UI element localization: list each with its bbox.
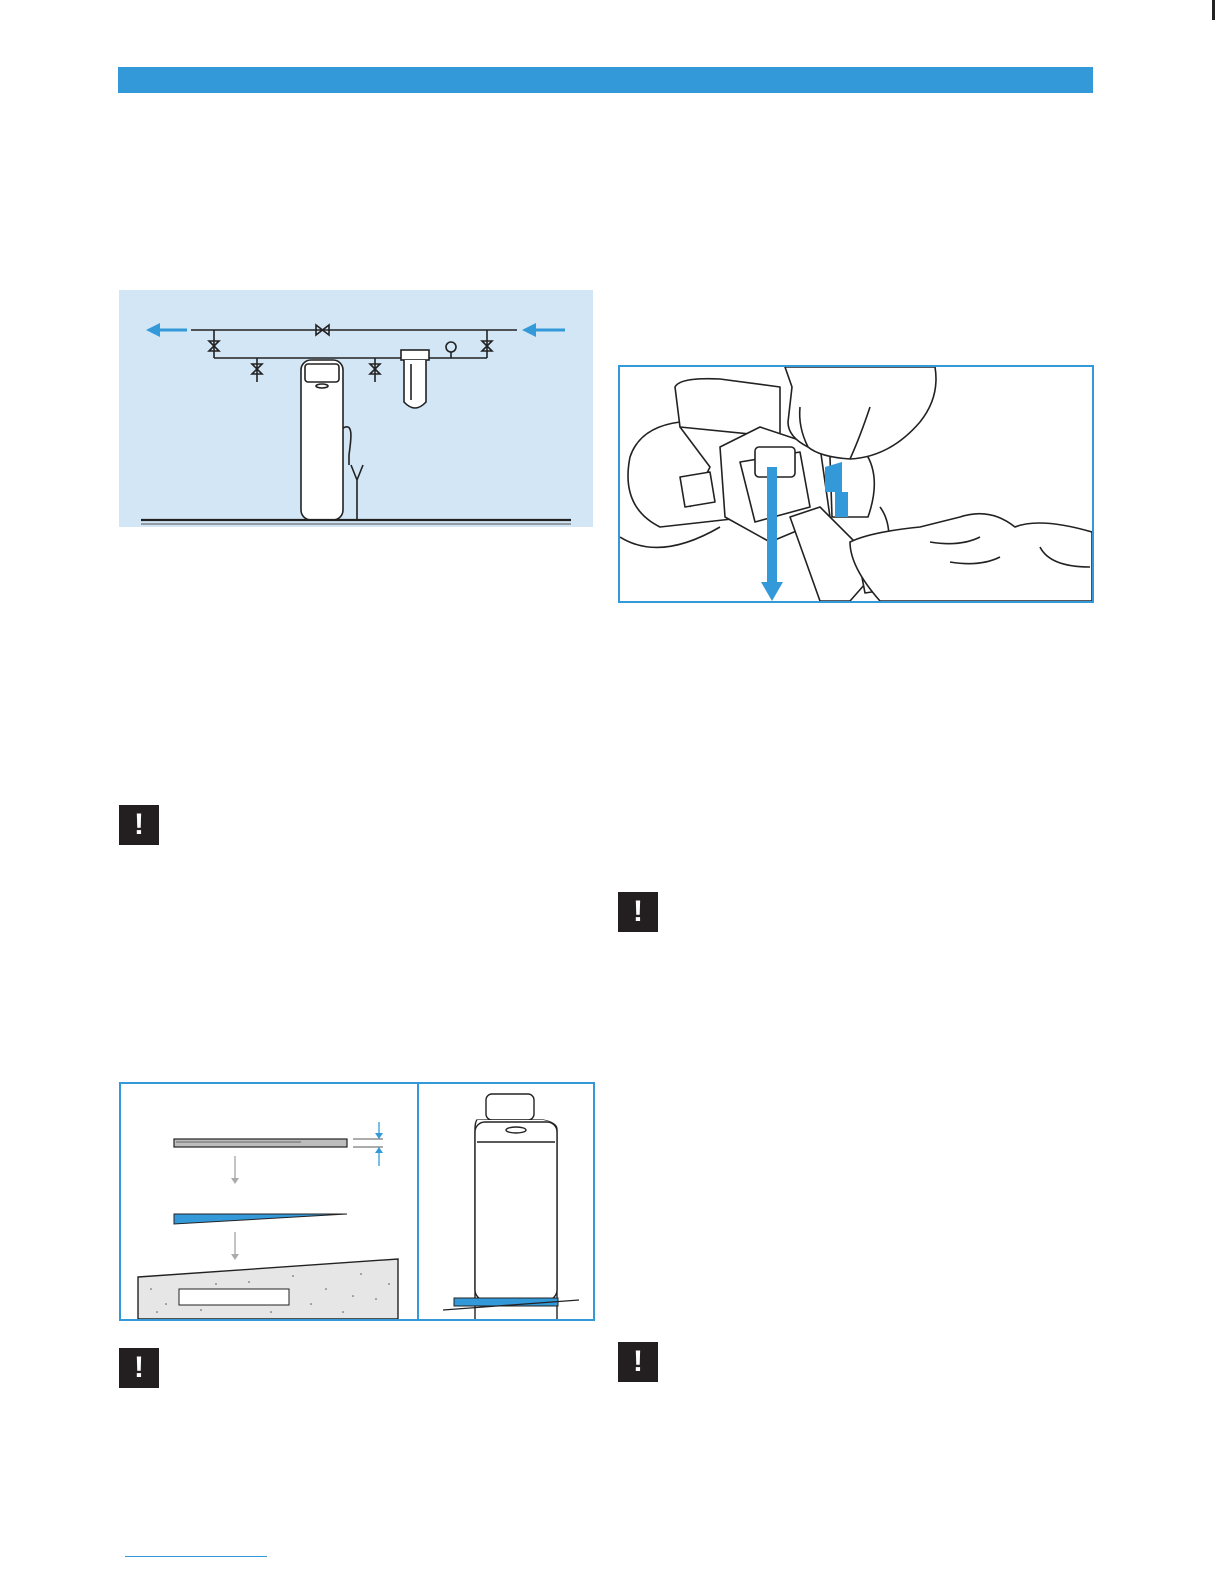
header-bar [118, 67, 1093, 93]
warning-icon: ! [618, 1342, 658, 1382]
leveling-shims-illustration [119, 1082, 595, 1321]
bypass-valve-illustration [618, 365, 1094, 603]
warning-icon: ! [618, 892, 658, 932]
page-edge-mark [1212, 0, 1215, 20]
shim-and-floor-icon [121, 1084, 593, 1319]
warning-icon: ! [119, 1348, 159, 1388]
installation-diagram [119, 290, 593, 527]
warning-icon: ! [119, 805, 159, 845]
plumbing-diagram-icon [119, 290, 593, 527]
hands-valve-icon [620, 367, 1092, 601]
footer-rule [125, 1556, 267, 1557]
